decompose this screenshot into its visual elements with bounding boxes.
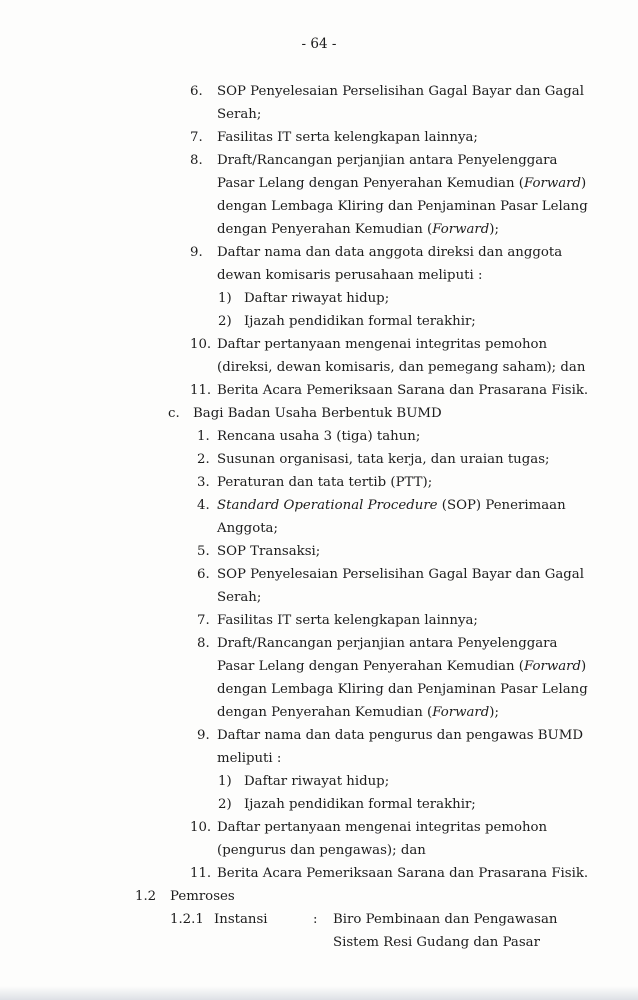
list-item-text: (direksi, dewan komisaris, dan pemegang saham); dan (217, 360, 586, 375)
sub-item-number: 1) (218, 774, 232, 789)
sub-item-number: 1) (218, 291, 232, 306)
item-number: 8. (190, 153, 203, 168)
list-item-text: SOP Penyelesaian Perselisihan Gagal Bayar dan Gagal (217, 567, 584, 582)
colon: : (313, 912, 318, 927)
list-item-text: Pasar Lelang dengan Penyerahan Kemudian (Forward) (217, 659, 587, 674)
list-item-text: Draft/Rancangan perjanjian antara Penyelenggara (217, 636, 558, 651)
list-item-text: SOP Transaksi; (217, 544, 321, 559)
list-item-text: (pengurus dan pengawas); dan (217, 843, 426, 858)
sub-item-text: Daftar riwayat hidup; (244, 291, 390, 306)
item-number: 1. (197, 429, 210, 444)
item-number: 8. (197, 636, 210, 651)
list-item-text: meliputi : (217, 751, 282, 766)
list-item-text: Susunan organisasi, tata kerja, dan uraian tugas; (217, 452, 550, 467)
list-item-text: Serah; (217, 107, 262, 122)
list-item-text: Berita Acara Pemeriksaan Sarana dan Prasarana Fisik. (217, 866, 589, 881)
section-number: 1.2 (135, 889, 157, 904)
sub-item-number: 2) (218, 314, 232, 329)
item-number: 7. (190, 130, 203, 145)
subsection-number: 1.2.1 (170, 912, 204, 927)
list-item-text: Daftar nama dan data anggota direksi dan anggota (217, 245, 563, 260)
list-item-text: Serah; (217, 590, 262, 605)
subsection-label: Instansi (214, 912, 268, 927)
list-item-text: dengan Lembaga Kliring dan Penjaminan Pasar Lelang (217, 199, 588, 214)
list-item-text: Daftar nama dan data pengurus dan pengawas BUMD (217, 728, 584, 743)
item-number: 11. (190, 866, 212, 881)
item-number: 10. (190, 820, 212, 835)
page-number: - 64 - (301, 36, 337, 52)
item-number: 3. (197, 475, 210, 490)
list-item-text: Draft/Rancangan perjanjian antara Penyelenggara (217, 153, 558, 168)
list-item-text: SOP Penyelesaian Perselisihan Gagal Bayar dan Gagal (217, 84, 584, 99)
list-item-text: Daftar pertanyaan mengenai integritas pemohon (217, 820, 548, 835)
list-item-text: Berita Acara Pemeriksaan Sarana dan Prasarana Fisik. (217, 383, 589, 398)
sub-item-text: Daftar riwayat hidup; (244, 774, 390, 789)
item-number: 11. (190, 383, 212, 398)
item-number: 10. (190, 337, 212, 352)
section-title: Bagi Badan Usaha Berbentuk BUMD (193, 406, 442, 421)
section-marker: c. (168, 406, 180, 421)
subsection-value: Sistem Resi Gudang dan Pasar (333, 935, 540, 950)
list-item-text: dengan Lembaga Kliring dan Penjaminan Pasar Lelang (217, 682, 588, 697)
list-item-text: Fasilitas IT serta kelengkapan lainnya; (217, 130, 478, 145)
list-item-text: dengan Penyerahan Kemudian (Forward); (217, 222, 499, 237)
item-number: 2. (197, 452, 210, 467)
list-item-text: Pasar Lelang dengan Penyerahan Kemudian (Forward) (217, 176, 587, 191)
list-item-text: Rencana usaha 3 (tiga) tahun; (217, 429, 421, 444)
subsection-value: Biro Pembinaan dan Pengawasan (333, 912, 558, 927)
item-number: 5. (197, 544, 210, 559)
list-item-text: Standard Operational Procedure (SOP) Penerimaan (217, 498, 566, 513)
item-number: 4. (197, 498, 210, 513)
section-title: Pemroses (170, 889, 235, 904)
item-number: 9. (197, 728, 210, 743)
list-item-text: Daftar pertanyaan mengenai integritas pemohon (217, 337, 548, 352)
sub-item-number: 2) (218, 797, 232, 812)
sub-item-text: Ijazah pendidikan formal terakhir; (244, 797, 476, 812)
item-number: 6. (197, 567, 210, 582)
list-item-text: dengan Penyerahan Kemudian (Forward); (217, 705, 499, 720)
item-number: 6. (190, 84, 203, 99)
list-item-text: dewan komisaris perusahaan meliputi : (217, 268, 483, 283)
list-item-text: Anggota; (217, 521, 278, 536)
sub-item-text: Ijazah pendidikan formal terakhir; (244, 314, 476, 329)
item-number: 9. (190, 245, 203, 260)
item-number: 7. (197, 613, 210, 628)
scan-edge (0, 986, 638, 1000)
list-item-text: Fasilitas IT serta kelengkapan lainnya; (217, 613, 478, 628)
list-item-text: Peraturan dan tata tertib (PTT); (217, 475, 433, 490)
